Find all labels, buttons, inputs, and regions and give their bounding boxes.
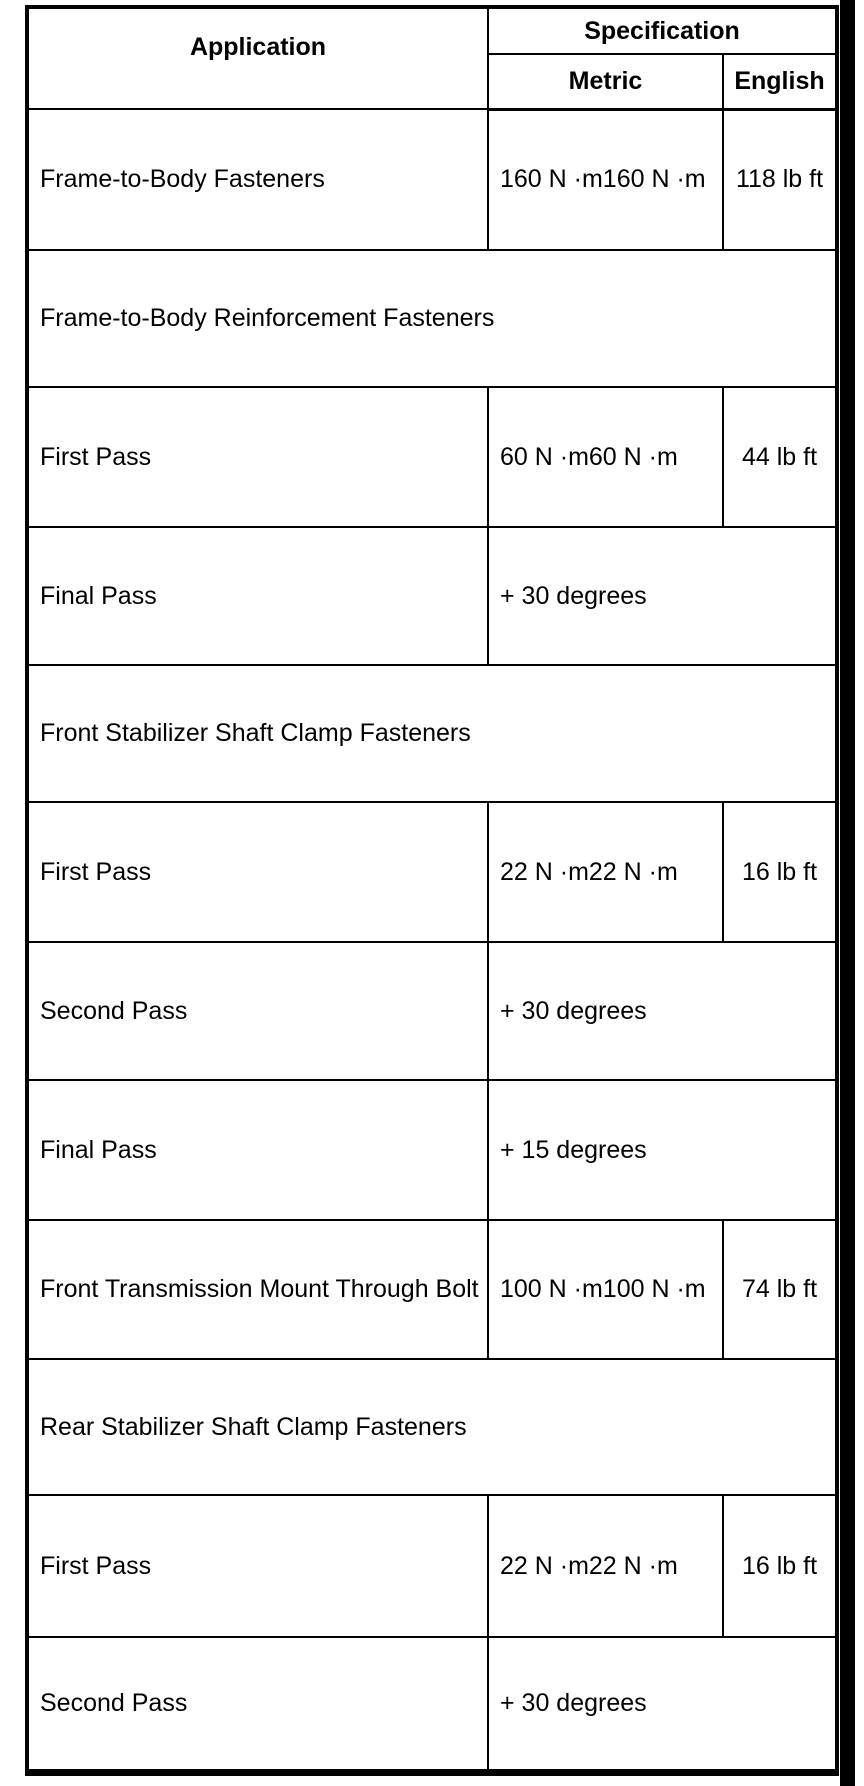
group-row	[27, 665, 837, 802]
application-cell	[27, 1080, 488, 1220]
header-row-specification	[27, 7, 837, 54]
table-row	[27, 1080, 837, 1220]
english-value-cell: 74 lb ft	[723, 1220, 837, 1359]
english-value-cell: 16 lb ft	[723, 802, 837, 942]
torque-spec-table	[25, 5, 839, 1776]
group-row	[27, 1359, 837, 1495]
application-label: Final Pass	[40, 1135, 157, 1164]
metric-value-cell: + 30 degrees	[488, 1637, 837, 1772]
application-cell	[27, 1220, 488, 1359]
metric-value-cell: + 15 degrees	[488, 1080, 837, 1220]
application-cell	[27, 802, 488, 942]
application-cell	[27, 1495, 488, 1637]
application-column-header: Application	[27, 7, 488, 109]
group-row	[27, 250, 837, 387]
metric-value-cell: + 30 degrees	[488, 942, 837, 1080]
metric-value-cell: 100 N ·m100 N ·m	[488, 1220, 723, 1359]
scan-artifact-bar	[840, 0, 855, 1786]
table-row	[27, 1495, 837, 1637]
application-label: Frame-to-Body Fasteners	[40, 165, 325, 194]
table-row	[27, 527, 837, 665]
table-row	[27, 802, 837, 942]
table-row	[27, 942, 837, 1080]
application-label: First Pass	[40, 1551, 152, 1580]
application-label: First Pass	[40, 442, 152, 471]
specification-column-header: Specification	[488, 7, 837, 54]
application-label: Second Pass	[40, 1688, 188, 1717]
application-label: First Pass	[40, 857, 152, 886]
table-row	[27, 109, 837, 250]
table-row	[27, 1637, 837, 1772]
metric-value-cell: + 30 degrees	[488, 527, 837, 665]
table-row	[27, 1220, 837, 1359]
group-header-cell	[27, 665, 837, 802]
application-label: Frame-to-Body Reinforcement Fasteners	[40, 304, 495, 333]
metric-value-cell: 160 N ·m160 N ·m	[488, 109, 723, 250]
metric-value-cell: 22 N ·m22 N ·m	[488, 1495, 723, 1637]
application-cell	[27, 387, 488, 527]
application-cell	[27, 1637, 488, 1772]
application-label: Final Pass	[40, 581, 157, 610]
application-label: Second Pass	[40, 996, 188, 1025]
application-cell	[27, 527, 488, 665]
english-value-cell: 118 lb ft	[723, 109, 837, 250]
metric-column-header: Metric	[488, 54, 723, 109]
metric-value-cell: 22 N ·m22 N ·m	[488, 802, 723, 942]
english-value-cell: 16 lb ft	[723, 1495, 837, 1637]
spec-table-body	[27, 109, 837, 1772]
application-label: Front Stabilizer Shaft Clamp Fasteners	[40, 719, 471, 748]
english-column-header: English	[723, 54, 837, 109]
metric-value-cell: 60 N ·m60 N ·m	[488, 387, 723, 527]
application-cell	[27, 942, 488, 1080]
application-cell	[27, 109, 488, 250]
english-value-cell: 44 lb ft	[723, 387, 837, 527]
application-label: Rear Stabilizer Shaft Clamp Fasteners	[40, 1412, 467, 1441]
group-header-cell	[27, 1359, 837, 1495]
table-row	[27, 387, 837, 527]
group-header-cell	[27, 250, 837, 387]
application-label: Front Transmission Mount Through Bolt	[40, 1275, 479, 1304]
